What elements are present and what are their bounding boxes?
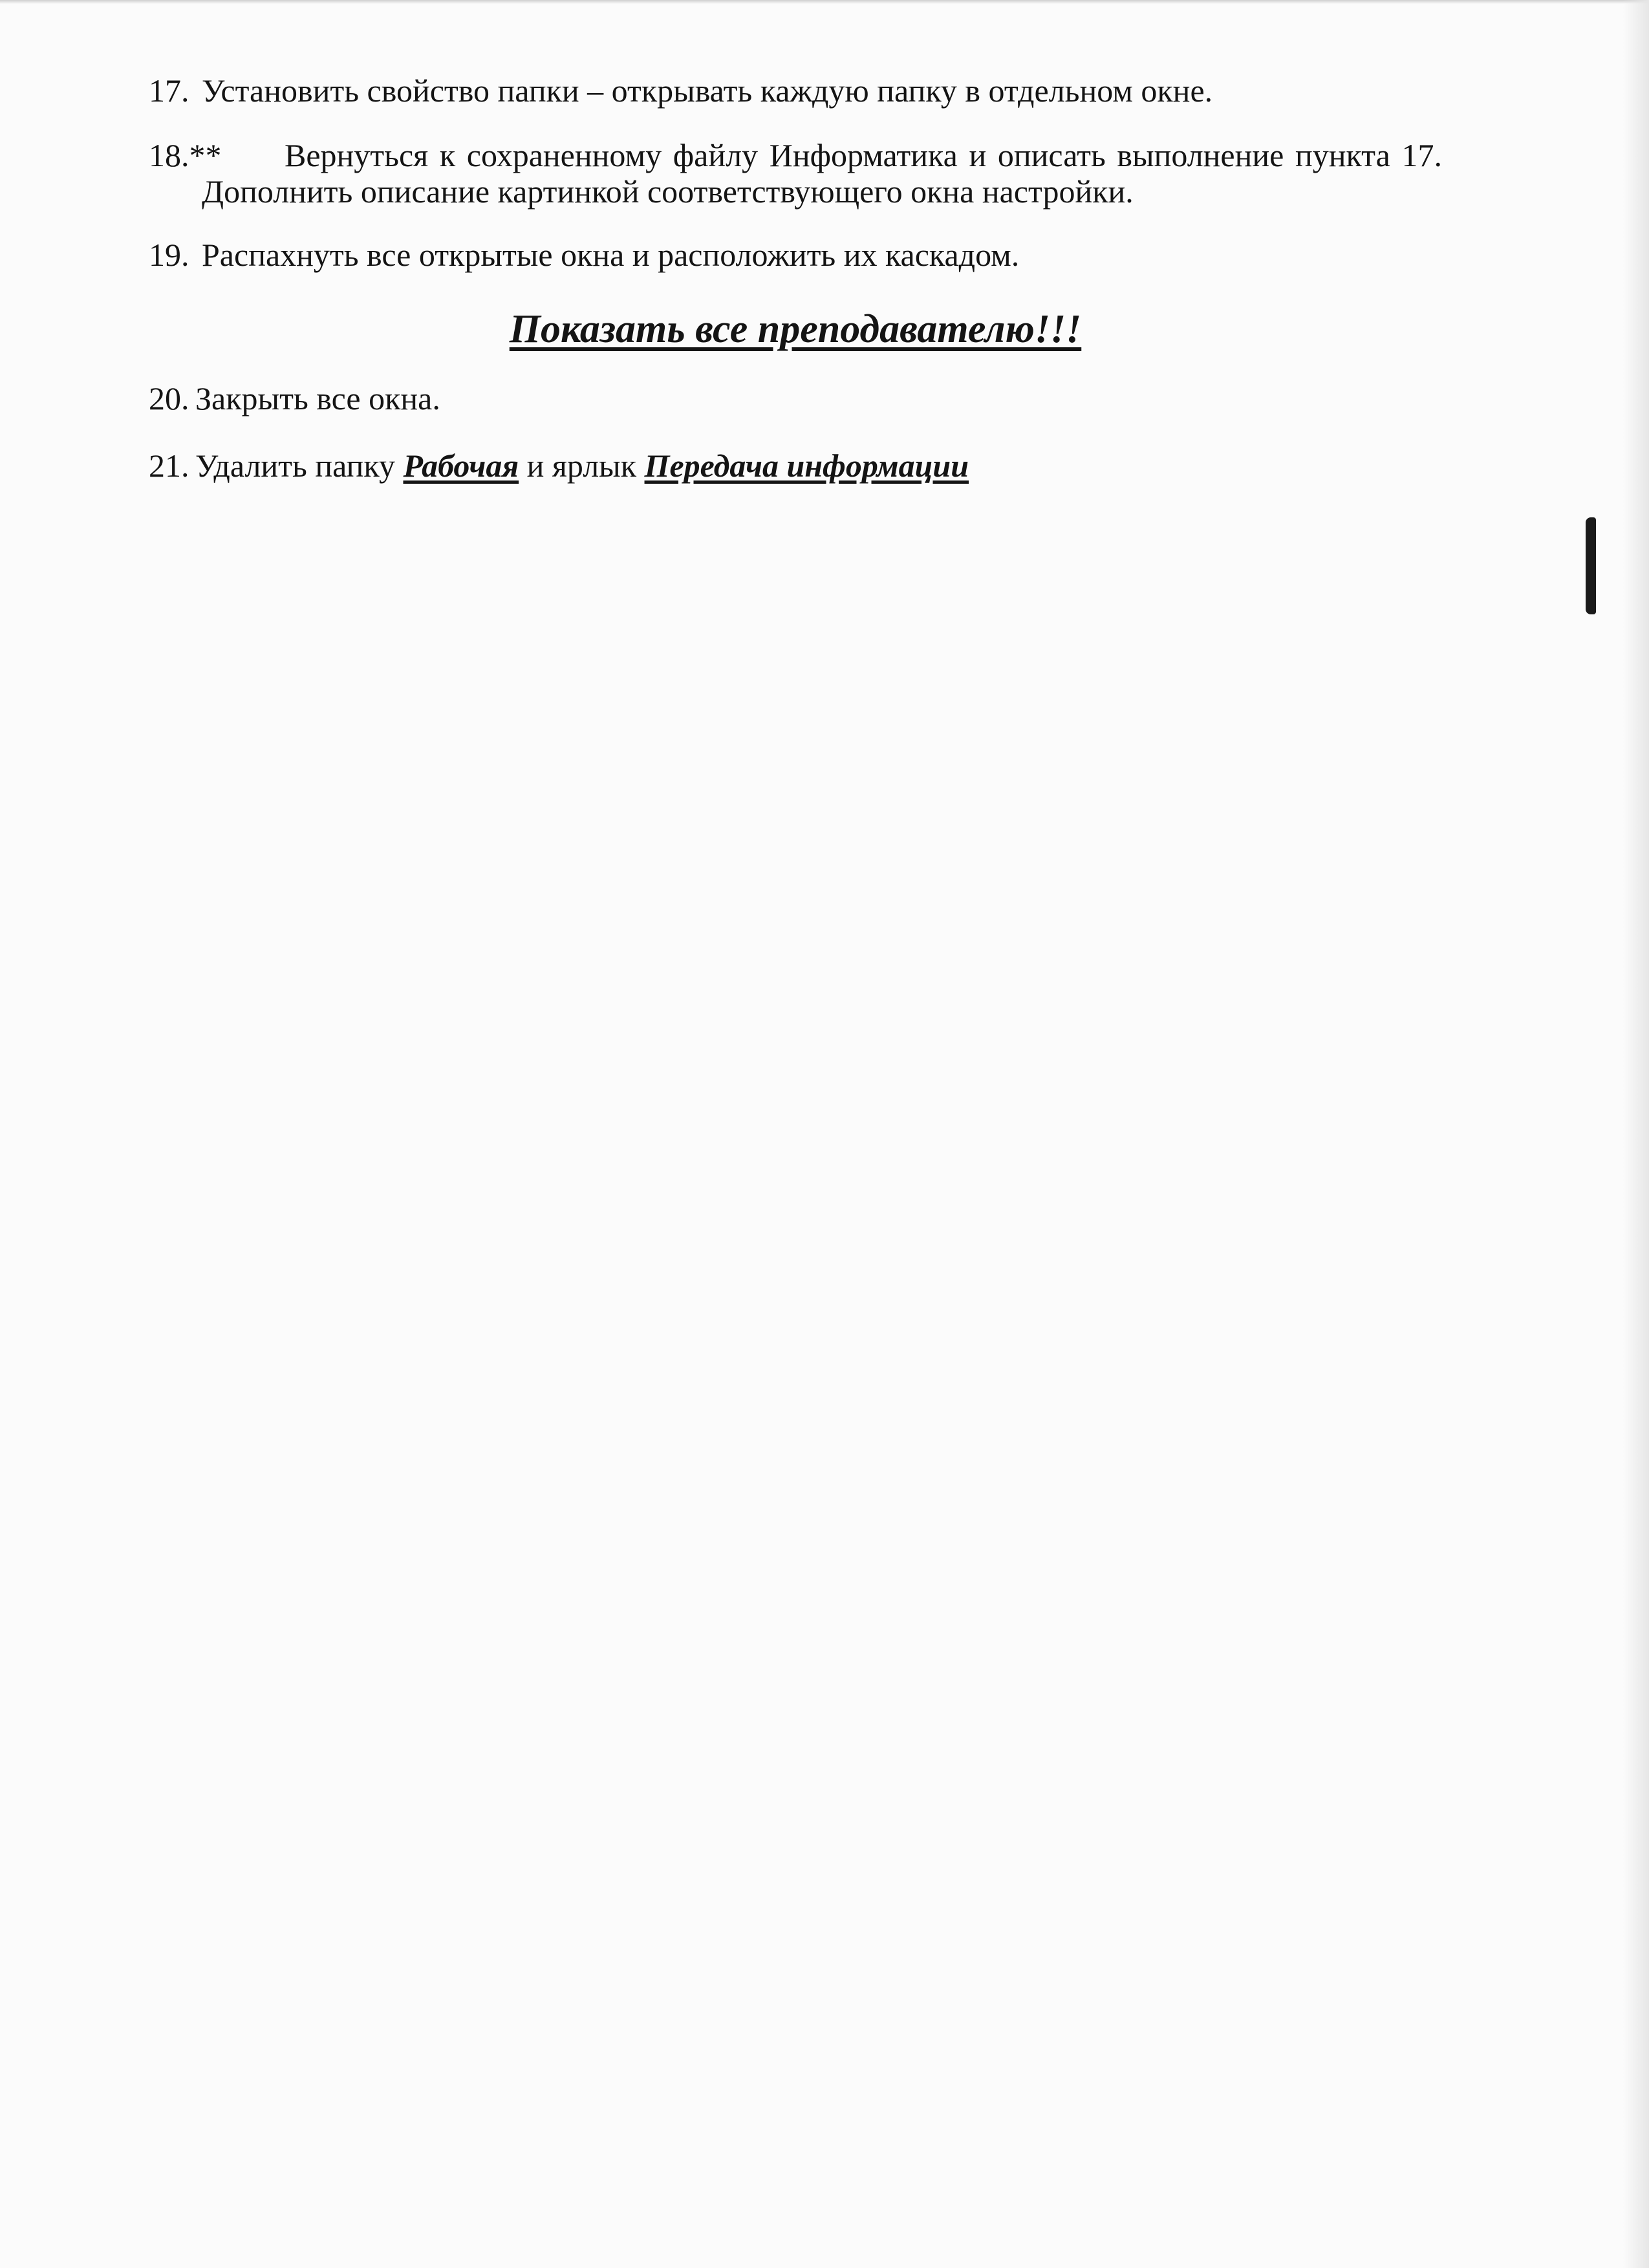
task-list (149, 72, 1442, 484)
task-item-17 (149, 72, 1442, 109)
scan-right-edge (1623, 0, 1649, 2268)
scan-top-edge (0, 0, 1649, 4)
task-number: 17. (149, 72, 189, 109)
task-text-middle: и ярлык (519, 448, 645, 484)
task-item-21 (149, 448, 1442, 484)
task-text: Распахнуть все открытые окна и расположить их каскадом. (202, 237, 1020, 273)
task-number: 21. (149, 448, 189, 484)
task-text-start: Удалить папку (195, 448, 404, 484)
task-text: Вернуться к сохраненному файлу Информатика и описать выполнение пункта 17. Дополнить описание картинкой соответствующего окна настройки. (202, 137, 1442, 210)
task-text: Установить свойство папки – открывать каждую папку в отдельном окне. (202, 72, 1213, 109)
task-text: Закрыть все окна. (195, 380, 440, 416)
folder-name: Рабочая (403, 448, 519, 484)
task-item-18 (149, 137, 1442, 210)
task-text (149, 448, 1442, 484)
task-item-20 (149, 380, 1442, 416)
show-teacher-heading: Показать все преподавателю!!! (509, 307, 1082, 351)
scan-edge-mark (1586, 517, 1596, 614)
shortcut-name: Передача информации (644, 448, 969, 484)
task-item-19 (149, 237, 1442, 273)
task-number: 20. (149, 380, 189, 416)
task-number: 18.** (149, 137, 222, 173)
task-number: 19. (149, 237, 189, 273)
